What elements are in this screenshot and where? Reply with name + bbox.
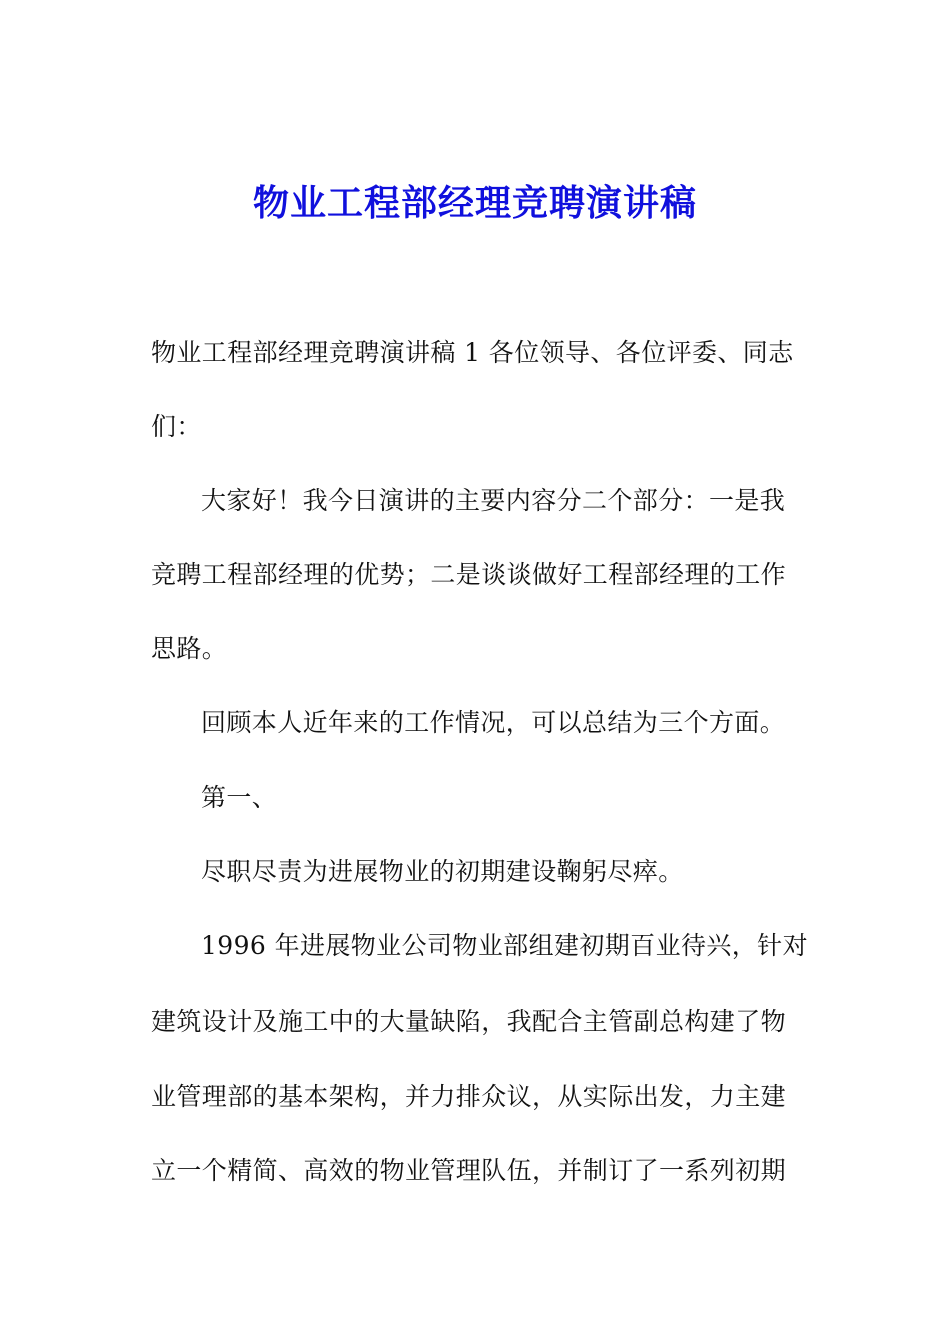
paragraph-line: 建筑设计及施工中的大量缺陷，我配合主管副总构建了物 xyxy=(151,1007,787,1036)
paragraph-line: 们： xyxy=(151,412,202,441)
paragraph-line: 第一、 xyxy=(201,783,278,812)
paragraph-line: 竞聘工程部经理的优势；二是谈谈做好工程部经理的工作 xyxy=(151,560,787,589)
page-title: 物业工程部经理竞聘演讲稿 xyxy=(252,182,697,224)
paragraph-line: 1996 年进展物业公司物业部组建初期百业待兴，针对 xyxy=(201,931,808,960)
paragraph-line: 物业工程部经理竞聘演讲稿 1 各位领导、各位评委、同志 xyxy=(151,338,794,367)
paragraph-line: 大家好！我今日演讲的主要内容分二个部分：一是我 xyxy=(201,486,786,515)
paragraph-line: 尽职尽责为进展物业的初期建设鞠躬尽瘁。 xyxy=(201,857,684,886)
paragraph-line: 回顾本人近年来的工作情况，可以总结为三个方面。 xyxy=(201,708,786,737)
paragraph-line: 业管理部的基本架构，并力排众议，从实际出发，力主建 xyxy=(151,1082,787,1111)
paragraph-line: 思路。 xyxy=(151,634,228,663)
paragraph-line: 立一个精简、高效的物业管理队伍，并制订了一系列初期 xyxy=(151,1156,787,1185)
